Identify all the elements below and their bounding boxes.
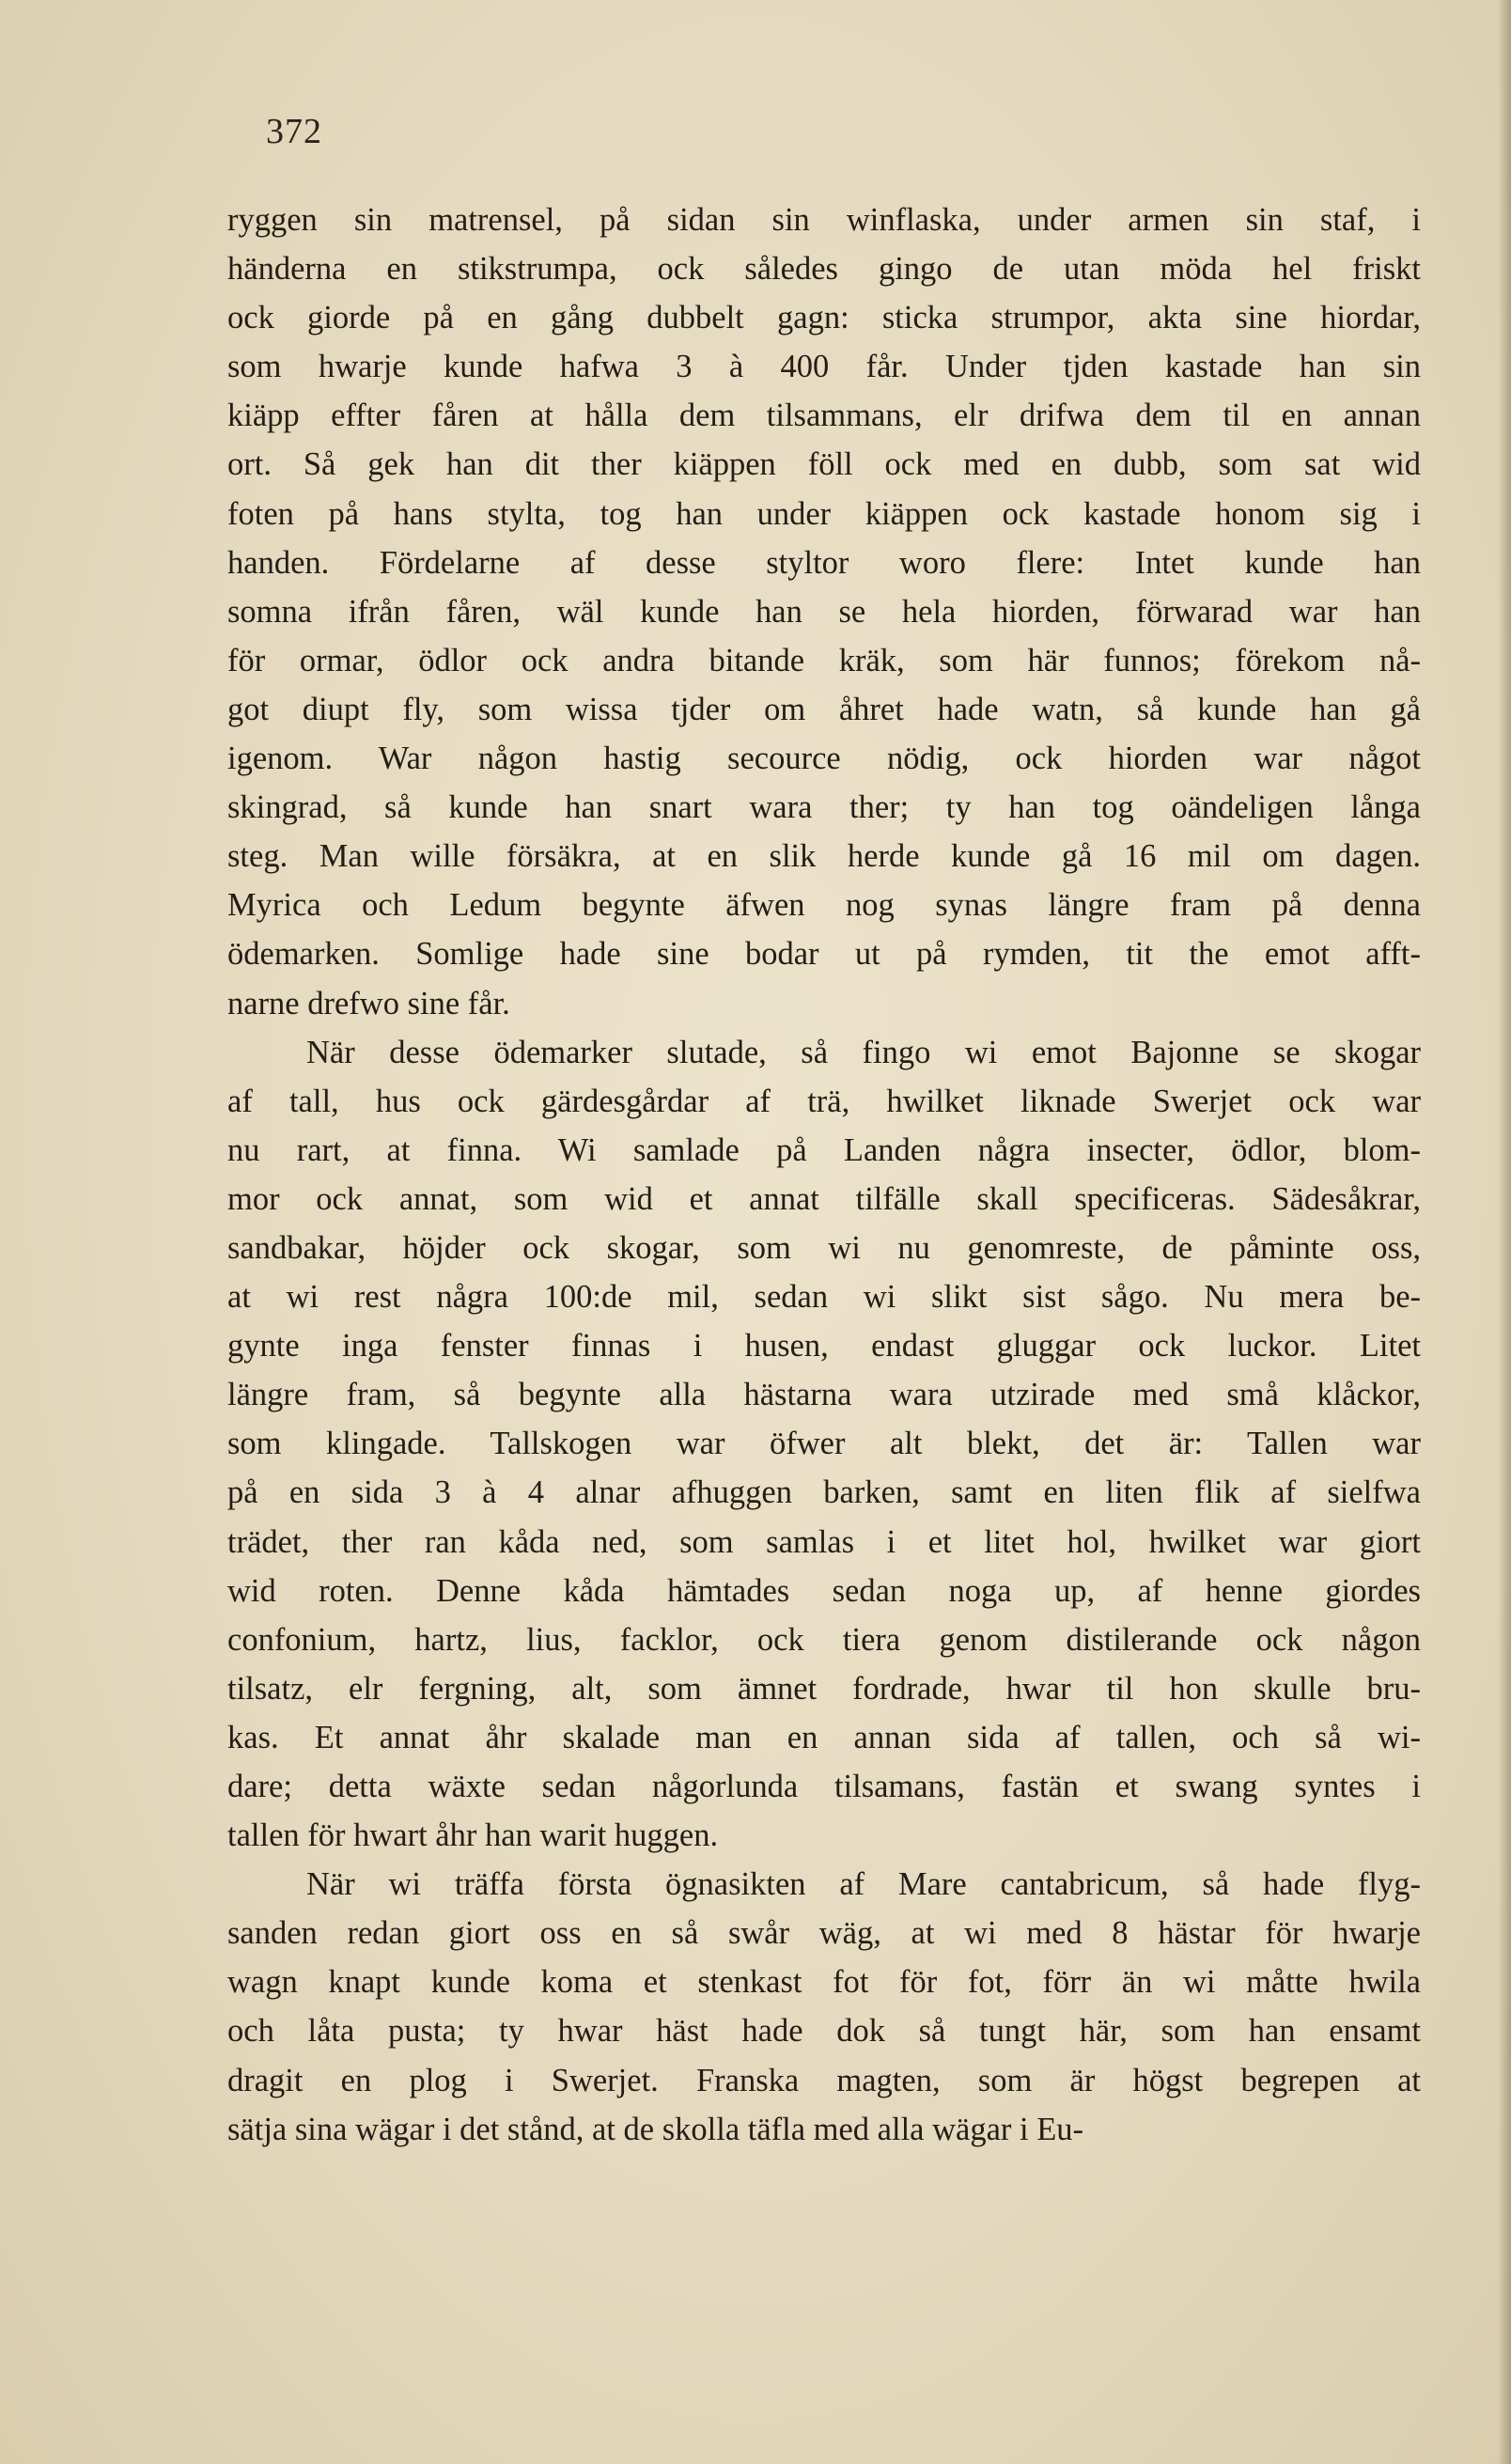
text-line: dragit en plog i Swerjet. Franska magten, som är högst begrepen at [227, 2062, 1421, 2098]
text-line: foten på hans stylta, tog han under kiäppen ock kastade honom sig i [227, 495, 1421, 532]
text-line: nu rart, at finna. Wi samlade på Landen några insecter, ödlor, blom- [227, 1131, 1421, 1168]
text-line: ock giorde på en gång dubbelt gagn: sticka strumpor, akta sine hiordar, [227, 300, 1421, 336]
text-line: somna ifrån fåren, wäl kunde han se hela hiorden, förwarad war han [227, 593, 1421, 630]
text-line: och låta pusta; ty hwar häst hade dok så tungt här, som han ensamt [227, 2013, 1421, 2050]
text-line: got diupt fly, som wissa tjder om åhret hade watn, så kunde han gå [227, 691, 1421, 727]
text-line: ryggen sin matrensel, på sidan sin winflaska, under armen sin staf, i [227, 202, 1421, 238]
text-line: ort. Så gek han dit ther kiäppen föll ock med en dubb, som sat wid [227, 446, 1421, 483]
text-line: confonium, hartz, lius, facklor, ock tiera genom distilerande ock någon [227, 1621, 1421, 1658]
page-number: 372 [266, 112, 322, 151]
text-line: sandbakar, höjder ock skogar, som wi nu genomreste, de påminte oss, [227, 1229, 1421, 1266]
body-text [227, 195, 1421, 2154]
text-line: för ormar, ödlor ock andra bitande kräk, som här funnos; förekom nå- [227, 642, 1421, 678]
text-line: skingrad, så kunde han snart wara ther; ty han tog oändeligen långa [227, 789, 1421, 826]
text-line: ödemarken. Somlige hade sine bodar ut på rymden, tit the emot afft- [227, 936, 1421, 973]
text-line: När wi träffa första ögnasikten af Mare cantabricum, så hade flyg- [306, 1866, 1421, 1903]
text-line: trädet, ther ran kåda ned, som samlas i et litet hol, hwilket war giort [227, 1523, 1421, 1560]
text-line: När desse ödemarker slutade, så fingo wi emot Bajonne se skogar [306, 1034, 1421, 1070]
text-line: handen. Fördelarne af desse styltor woro flere: Intet kunde han [227, 544, 1421, 581]
text-line: sätja sina wägar i det stånd, at de skolla täfla med alla wägar i Eu- [227, 2111, 1084, 2147]
text-line: som klingade. Tallskogen war öfwer alt blekt, det är: Tallen war [227, 1426, 1421, 1462]
text-line: tallen för hwart åhr han warit huggen. [227, 1817, 719, 1854]
text-line: som hwarje kunde hafwa 3 à 400 får. Under tjden kastade han sin [227, 349, 1421, 385]
text-line: steg. Man wille försäkra, at en slik herde kunde gå 16 mil om dagen. [227, 838, 1421, 875]
text-line: kas. Et annat åhr skalade man en annan sida af tallen, och så wi- [227, 1719, 1421, 1755]
text-line: händerna en stikstrumpa, ock således gingo de utan möda hel friskt [227, 251, 1421, 288]
text-line: på en sida 3 à 4 alnar afhuggen barken, samt en liten flik af sielfwa [227, 1474, 1421, 1511]
text-line: Myrica och Ledum begynte äfwen nog synas längre fram på denna [227, 887, 1421, 924]
text-line: dare; detta wäxte sedan någorlunda tilsamans, fastän et swang syntes i [227, 1769, 1421, 1804]
text-line: wagn knapt kunde koma et stenkast fot för fot, förr än wi måtte hwila [227, 1964, 1421, 2001]
paragraph [227, 1860, 1421, 2154]
text-line: narne drefwo sine får. [227, 985, 510, 1021]
paragraph [227, 195, 1421, 1028]
text-line: kiäpp effter fåren at hålla dem tilsammans, elr drifwa dem til en annan [227, 398, 1421, 434]
text-line: gynte inga fenster finnas i husen, endast gluggar ock luckor. Litet [227, 1328, 1421, 1365]
text-line: mor ock annat, som wid et annat tilfälle skall specificeras. Sädesåkrar, [227, 1180, 1421, 1217]
page-edge-shadow [1498, 0, 1511, 2464]
text-line: längre fram, så begynte alla hästarna wara utzirade med små klåckor, [227, 1377, 1421, 1413]
text-line: at wi rest några 100:de mil, sedan wi slikt sist sågo. Nu mera be- [227, 1279, 1421, 1316]
text-line: af tall, hus ock gärdesgårdar af trä, hwilket liknade Swerjet ock war [227, 1083, 1421, 1119]
paragraph [227, 1028, 1421, 1861]
text-line: wid roten. Denne kåda hämtades sedan noga up, af henne giordes [227, 1572, 1421, 1609]
text-line: igenom. War någon hastig secource nödig, ock hiorden war något [227, 741, 1421, 777]
text-line: sanden redan giort oss en så swår wäg, at wi med 8 hästar för hwarje [227, 1915, 1421, 1952]
text-line: tilsatz, elr fergning, alt, som ämnet fordrade, hwar til hon skulle bru- [227, 1670, 1421, 1707]
